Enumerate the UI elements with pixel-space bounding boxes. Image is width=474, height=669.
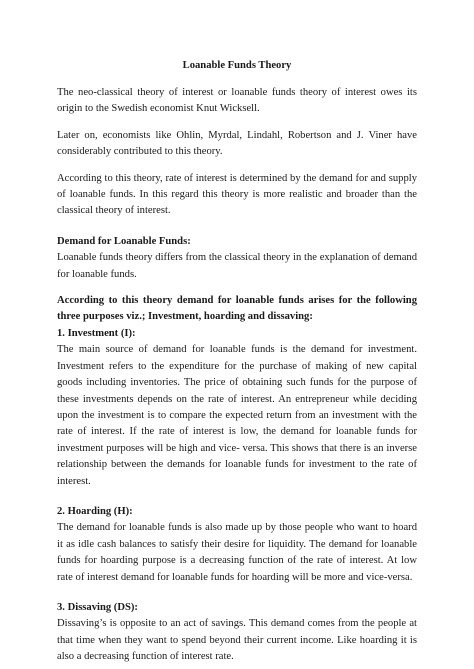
- demand-paragraph: Loanable funds theory differs from the classical theory in the explanation of demand for loanable funds.: [57, 252, 417, 280]
- document-page: [57, 58, 417, 666]
- intro-paragraph-1: The neo-classical theory of interest or loanable funds theory of interest owes its origin to the Swedish economist Knut Wicksell.: [57, 87, 417, 115]
- demand-heading: Demand for Loanable Funds:: [57, 235, 191, 247]
- hoarding-paragraph: The demand for loanable funds is also made up by those people who want to hoard it as idle cash balances to satisfy their desire for liquidity. The demand for loanable funds for hoarding purpose is a decreasing function of the rate of interest. At low rate of interest demand for loanable funds for hoarding will be more and vice-versa.: [57, 522, 417, 583]
- intro-paragraph-2: Later on, economists like Ohlin, Myrdal, Lindahl, Robertson and J. Viner have considerably contributed to this theory.: [57, 129, 417, 158]
- dissaving-heading: 3. Dissaving (DS):: [57, 601, 138, 613]
- intro-paragraph-3: According to this theory, rate of interest is determined by the demand for and supply of loanable funds. In this regard this theory is more realistic and broader than the classical theory of interest.: [57, 172, 417, 217]
- investment-paragraph: The main source of demand for loanable funds is the demand for investment. Investment refers to the expenditure for the purchase of making of new capital goods including inventories. The price of obtaining such funds for the purpose of these investments depends on the rate of interest. An entrepreneur while deciding upon the investment is to compare the expected return from an investment with the rate of interest. If the rate of interest is low, the demand for loanable funds for investment purposes will be high and vice- versa. This shows that there is an inverse relationship between the demands for loanable funds for investment to the rate of interest.: [57, 344, 417, 487]
- document-title: Loanable Funds Theory: [182, 60, 292, 71]
- dissaving-paragraph: Dissaving’s is opposite to an act of savings. This demand comes from the people at that time when they want to spend beyond their current income. Like hoarding it is also a decreasing function of interest rate.: [57, 618, 417, 663]
- demand-purposes-paragraph: According to this theory demand for loanable funds arises for the following three purposes viz.; Investment, hoarding and dissaving:: [57, 295, 417, 323]
- hoarding-heading: 2. Hoarding (H):: [57, 505, 133, 517]
- investment-heading: 1. Investment (I):: [57, 327, 136, 339]
